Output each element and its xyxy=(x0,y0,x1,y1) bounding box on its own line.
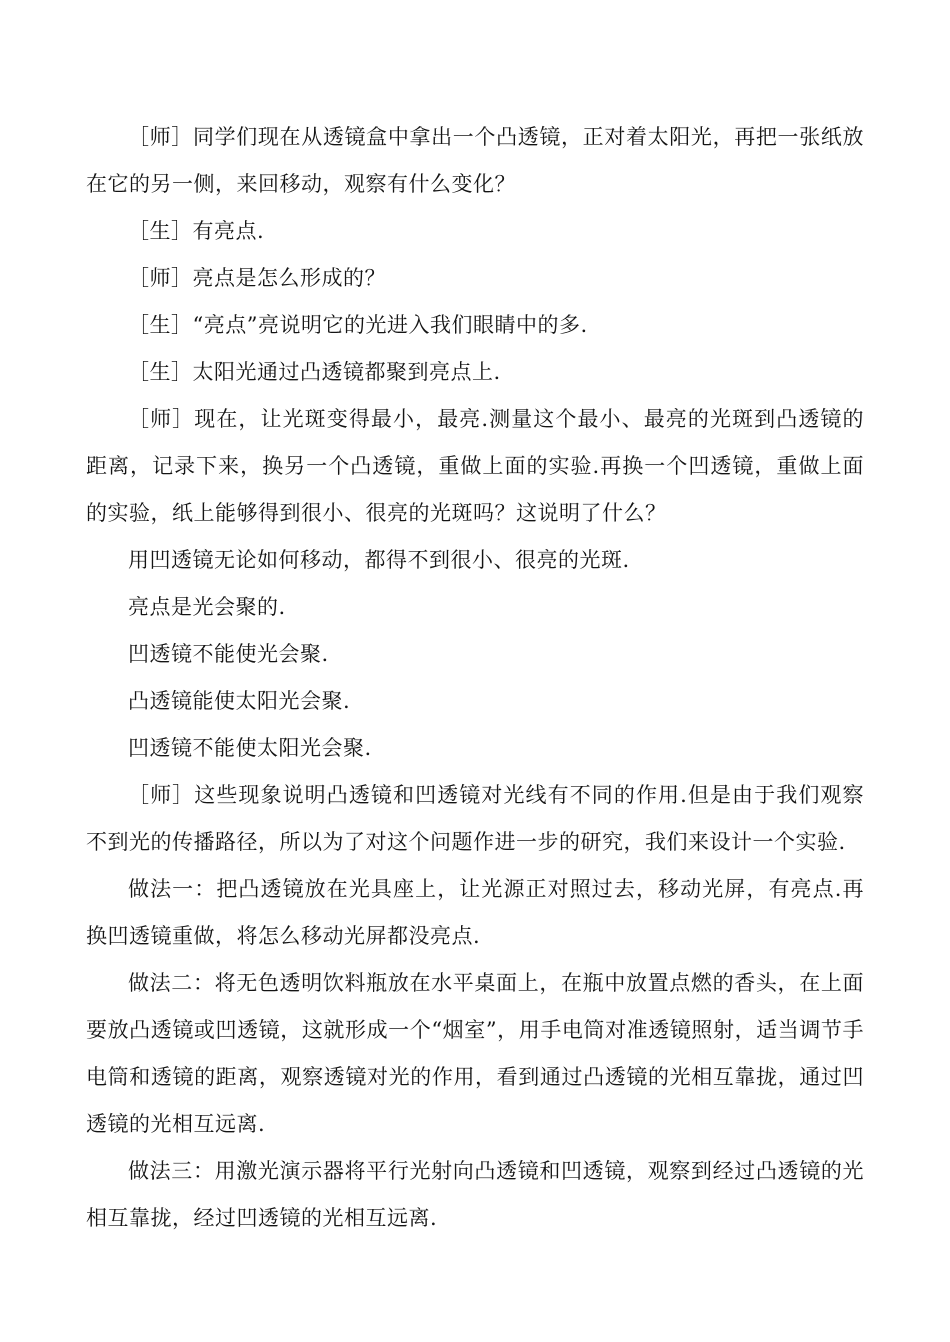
paragraph-teacher-summary: ［师］这些现象说明凸透镜和凹透镜对光线有不同的作用.但是由于我们观察不到光的传播路径，所以为了对这个问题作进一步的研究，我们来设计一个实验. xyxy=(86,783,864,854)
paragraph-method-3: 做法三：用激光演示器将平行光射向凸透镜和凹透镜，观察到经过凸透镜的光相互靠拢，经过凹透镜的光相互远离. xyxy=(86,1159,864,1230)
paragraph-teacher-intro: ［师］同学们现在从透镜盒中拿出一个凸透镜，正对着太阳光，再把一张纸放在它的另一侧，来回移动，观察有什么变化？ xyxy=(86,125,864,196)
paragraph-observation-3: 凹透镜不能使光会聚. xyxy=(128,642,329,666)
paragraph-method-2: 做法二：将无色透明饮料瓶放在水平桌面上，在瓶中放置点燃的香头，在上面要放凸透镜或凹透镜，这就形成一个“烟室”，用手电筒对准透镜照射，适当调节手电筒和透镜的距离，观察透镜对光的作用，看到通过凸透镜的光相互靠拢，通过凹透镜的光相互远离. xyxy=(86,971,864,1136)
paragraph-method-1: 做法一：把凸透镜放在光具座上，让光源正对照过去，移动光屏，有亮点.再换凹透镜重做，将怎么移动光屏都没亮点. xyxy=(86,877,864,948)
paragraph-observation-4: 凸透镜能使太阳光会聚. xyxy=(128,689,351,713)
paragraph-student-answer-1: ［生］“亮点”亮说明它的光进入我们眼睛中的多. xyxy=(128,313,588,337)
paragraph-student-answer-2: ［生］太阳光通过凸透镜都聚到亮点上. xyxy=(128,360,501,384)
paragraph-student-bright-spot: ［生］有亮点. xyxy=(128,219,265,243)
paragraph-teacher-question: ［师］亮点是怎么形成的？ xyxy=(128,266,386,290)
paragraph-observation-5: 凹透镜不能使太阳光会聚. xyxy=(128,736,372,760)
document-body xyxy=(86,114,864,1242)
paragraph-observation-2: 亮点是光会聚的. xyxy=(128,595,286,619)
paragraph-teacher-experiment: ［师］现在，让光斑变得最小，最亮.测量这个最小、最亮的光斑到凸透镜的距离，记录下来，换另一个凸透镜，重做上面的实验.再换一个凹透镜，重做上面的实验，纸上能够得到很小、很亮的光斑吗？这说明了什么？ xyxy=(86,407,864,525)
paragraph-observation-1: 用凹透镜无论如何移动，都得不到很小、很亮的光斑. xyxy=(128,548,630,572)
